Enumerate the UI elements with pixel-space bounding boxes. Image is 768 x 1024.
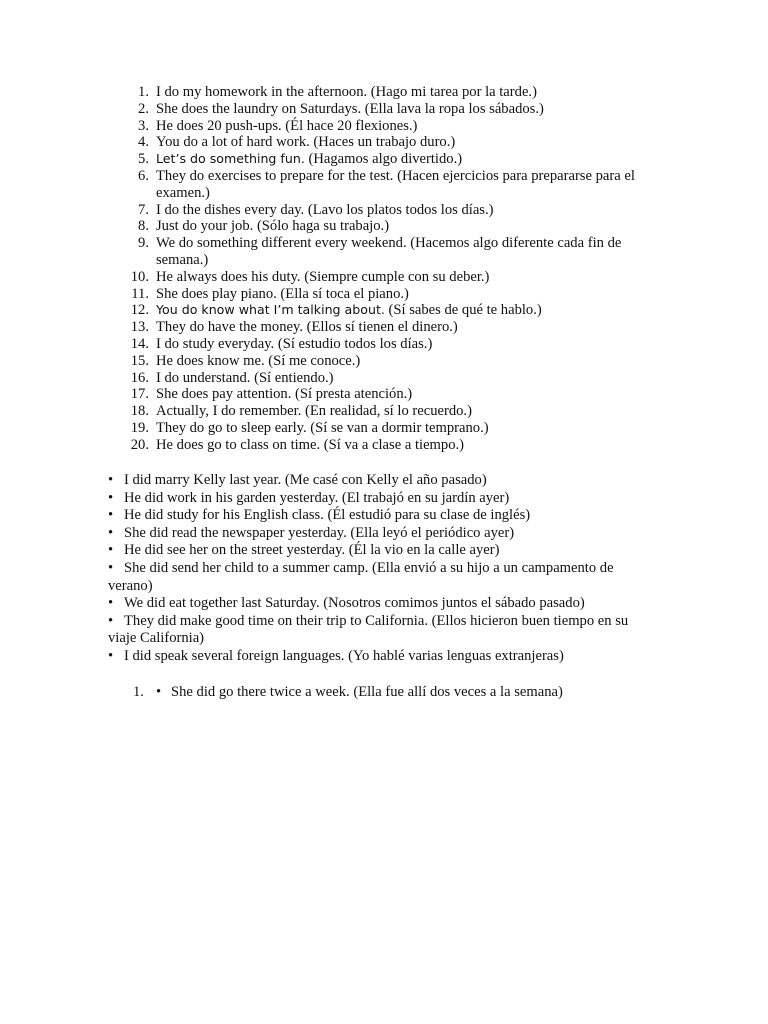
list-item: 9. We do something different every weekend. (Hacemos algo diferente cada fin de semana.) bbox=[138, 235, 622, 268]
sentence-text: You do a lot of hard work. (Haces un trabajo duro.) bbox=[156, 134, 456, 151]
list-item: 11. She does play piano. (Ella sí toca el piano.) bbox=[131, 285, 409, 302]
list-item: 1. I do my homework in the afternoon. (Hago mi tarea por la tarde.) bbox=[138, 84, 537, 100]
sentence-text: She does play piano. (Ella sí toca el piano.) bbox=[156, 285, 409, 302]
sentence-text: I do my homework in the afternoon. (Hago mi tarea por la tarde.) bbox=[156, 84, 537, 100]
list-item: 10. He always does his duty. (Siempre cumple con su deber.) bbox=[130, 268, 490, 285]
bullet-icon: • bbox=[108, 612, 114, 629]
bullet-icon: • bbox=[108, 472, 114, 488]
list-item: 18. Actually, I do remember. (En realidad, sí lo recuerdo.) bbox=[130, 403, 472, 420]
list-item bbox=[108, 525, 656, 543]
list-item bbox=[108, 613, 656, 648]
bullet-icon: • bbox=[156, 684, 162, 700]
bullet-icon: • bbox=[108, 559, 114, 576]
bullet-icon: • bbox=[108, 647, 114, 664]
sentence-text: We do something different every weekend. (Hacemos algo diferente cada fin de semana.) bbox=[156, 235, 622, 268]
sentence-text: He does 20 push-ups. (Él hace 20 flexiones.) bbox=[156, 117, 418, 134]
list-item: 15. He does know me. (Sí me conoce.) bbox=[130, 352, 361, 369]
list-item: 12. You do know what I’m talking about. (Sí sabes de qué te hablo.) bbox=[130, 302, 542, 319]
list-item bbox=[108, 490, 656, 508]
sentence-text: She does pay attention. (Sí presta atención.) bbox=[156, 386, 413, 403]
list-item bbox=[108, 472, 656, 490]
sentence-text: They do exercises to prepare for the test. (Hacen ejercicios para prepararse para el examen.) bbox=[156, 167, 635, 201]
list-item: 5. Let’s do something fun. (Hagamos algo divertido.) bbox=[138, 151, 463, 168]
bullet-icon: • bbox=[108, 507, 114, 524]
sentence-text: She did send her child to a summer camp. (Ella envió a su hijo a un campamento de verano) bbox=[108, 559, 614, 594]
sentence-text: I do study everyday. (Sí estudio todos los días.) bbox=[156, 335, 433, 352]
sentence-text-sans: Let’s do something fun. bbox=[156, 151, 305, 167]
item-number: 1. bbox=[133, 684, 144, 700]
sentence-text: He does go to class on time. (Sí va a clase a tiempo.) bbox=[156, 436, 465, 453]
sentence-text: I did marry Kelly last year. (Me casé con Kelly el año pasado) bbox=[124, 472, 487, 488]
numbered-sentence-list bbox=[130, 84, 656, 454]
sentence-text: He did work in his garden yesterday. (El trabajó en su jardín ayer) bbox=[124, 489, 510, 506]
sentence-text: We did eat together last Saturday. (Nosotros comimos juntos el sábado pasado) bbox=[124, 595, 585, 612]
list-item: 19. They do go to sleep early. (Sí se van a dormir temprano.) bbox=[130, 419, 489, 436]
sentence-text: She did go there twice a week. (Ella fue allí dos veces a la semana) bbox=[171, 684, 563, 700]
sentence-text: I did speak several foreign languages. (Yo hablé varias lenguas extranjeras) bbox=[124, 647, 564, 664]
sentence-text-sans: You do know what I’m talking about. bbox=[156, 302, 385, 318]
bullet-sentence-list bbox=[108, 472, 656, 666]
list-item: 16. I do understand. (Sí entiendo.) bbox=[130, 369, 334, 386]
list-item bbox=[108, 542, 656, 560]
bullet-icon: • bbox=[108, 595, 114, 612]
list-item bbox=[108, 595, 656, 613]
sentence-text: I do the dishes every day. (Lavo los platos todos los días.) bbox=[156, 201, 494, 218]
sentence-text: They did make good time on their trip to California. (Ellos hicieron buen tiempo en su viaje California) bbox=[108, 612, 629, 647]
sentence-text: They do have the money. (Ellos sí tienen el dinero.) bbox=[156, 319, 458, 336]
sentence-text: She did read the newspaper yesterday. (Ella leyó el periódico ayer) bbox=[124, 524, 515, 541]
sentence-text: He did see her on the street yesterday. (Él la vio en la calle ayer) bbox=[124, 542, 500, 559]
sentence-text: He did study for his English class. (Él estudió para su clase de inglés) bbox=[124, 507, 531, 524]
sentence-text: Just do your job. (Sólo haga su trabajo.) bbox=[156, 218, 390, 235]
sentence-text: He does know me. (Sí me conoce.) bbox=[156, 352, 361, 369]
sentence-text: I do understand. (Sí entiendo.) bbox=[156, 369, 334, 386]
bullet-icon: • bbox=[108, 489, 114, 506]
sentence-text: They do go to sleep early. (Sí se van a dormir temprano.) bbox=[156, 419, 489, 436]
list-item: 4. You do a lot of hard work. (Haces un trabajo duro.) bbox=[138, 134, 456, 151]
list-item bbox=[108, 507, 656, 525]
bullet-icon: • bbox=[108, 542, 114, 559]
sentence-text: She does the laundry on Saturdays. (Ella lava la ropa los sábados.) bbox=[156, 100, 544, 117]
last-numbered-bullet-item bbox=[133, 684, 653, 701]
list-item: 3. He does 20 push-ups. (Él hace 20 flexiones.) bbox=[138, 117, 418, 134]
sentence-text: (Hagamos algo divertido.) bbox=[304, 151, 463, 168]
sentence-text: (Sí sabes de qué te hablo.) bbox=[384, 302, 542, 319]
list-item: 7. I do the dishes every day. (Lavo los platos todos los días.) bbox=[138, 201, 494, 218]
list-item: 8. Just do your job. (Sólo haga su trabajo.) bbox=[138, 218, 390, 235]
list-item: 13. They do have the money. (Ellos sí tienen el dinero.) bbox=[130, 319, 458, 336]
sentence-text: He always does his duty. (Siempre cumple con su deber.) bbox=[156, 268, 490, 285]
list-item: 17. She does pay attention. (Sí presta atención.) bbox=[130, 386, 413, 403]
list-item: 14. I do study everyday. (Sí estudio todos los días.) bbox=[130, 335, 433, 352]
bullet-icon: • bbox=[108, 524, 114, 541]
list-item: 2. She does the laundry on Saturdays. (Ella lava la ropa los sábados.) bbox=[138, 100, 544, 117]
list-item: 6. They do exercises to prepare for the test. (Hacen ejercicios para prepararse para el examen.) bbox=[138, 167, 635, 201]
list-item bbox=[108, 560, 656, 595]
list-item: 20. He does go to class on time. (Sí va a clase a tiempo.) bbox=[130, 436, 465, 453]
sentence-text: Actually, I do remember. (En realidad, sí lo recuerdo.) bbox=[156, 403, 472, 420]
list-item bbox=[108, 648, 656, 666]
